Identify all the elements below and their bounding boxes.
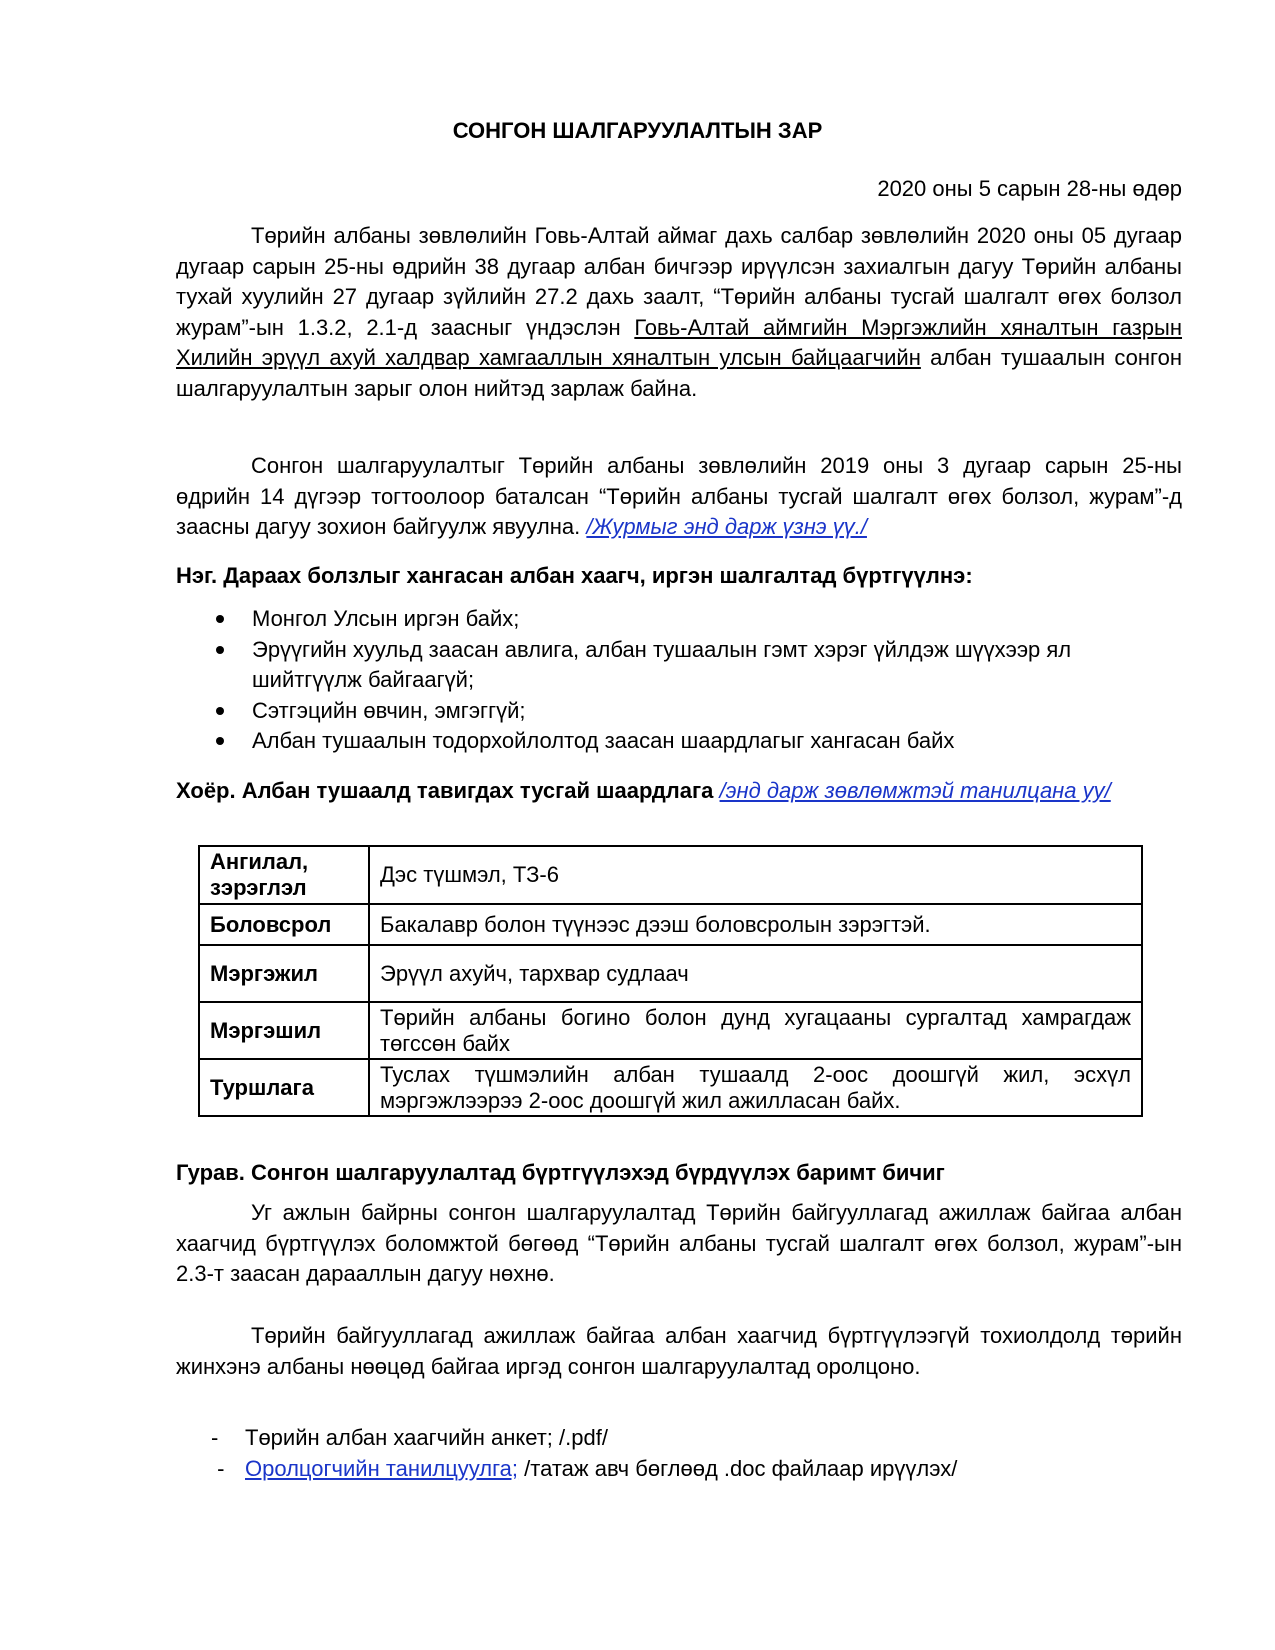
reserve-paragraph: Төрийн байгууллагад ажиллаж байгаа албан хаагчид бүртгүүлээгүй тохиолдолд төрийн жинхэнэ албаны нөөцөд байгаа иргэд сонгон шалгаруулалтад оролцоно. — [176, 1323, 1182, 1379]
download-note: /татаж авч бөглөөд .doc файлаар ирүүлэх/ — [518, 1455, 958, 1481]
procedure-paragraph — [176, 451, 1182, 543]
table-row — [199, 1002, 1142, 1059]
table-key: Боловсрол — [199, 904, 369, 945]
position-name: Говь-Алтай аймгийн Мэргэжлийн хяналтын газрын Хилийн эрүүл ахуй халдвар хамгааллын хяналтын улсын байцаагчийн — [176, 314, 1183, 370]
participant-intro-link[interactable]: Оролцогчийн танилцуулга; — [245, 1455, 519, 1481]
table-value: Туслах түшмэлийн албан тушаалд 2-оос доошгүй жил, эсхүл мэргэжлээрээ 2-оос доошгүй жил ажилласан байх. — [369, 1059, 1142, 1116]
table-row — [199, 945, 1142, 1002]
document-title: СОНГОН ШАЛГАРУУЛАЛТЫН ЗАР — [452, 118, 823, 143]
registration-paragraph: Уг ажлын байрны сонгон шалгаруулалтад Төрийн байгууллагад ажиллаж байгаа албан хаагчид бүртгүүлэх боломжтой бөгөөд “Төрийн албаны тусгай шалгалт өгөх болзол, журам”-ын 2.3-т заасан дарааллын дагуу нөхнө. — [176, 1200, 1182, 1286]
list-item — [211, 1454, 957, 1485]
table-value: Дэс түшмэл, ТЗ-6 — [369, 846, 1142, 904]
bullet-icon — [212, 604, 252, 635]
list-item: Сэтгэцийн өвчин, эмгэггүй; — [212, 696, 1182, 727]
dash-marker: - — [211, 1425, 219, 1450]
table-value: Эрүүл ахуйч, тархвар судлаач — [369, 945, 1142, 1002]
table-row — [199, 846, 1142, 904]
requirements-list — [212, 604, 1182, 757]
recommendation-link[interactable]: /энд дарж зөвлөмжтэй танилцана уу/ — [719, 778, 1111, 803]
intro-paragraph — [176, 221, 1182, 404]
section2-heading-text: Хоёр. Албан тушаалд тавигдах тусгай шаардлага — [176, 778, 720, 803]
table-value: Бакалавр болон түүнээс дээш боловсролын зэрэгтэй. — [369, 904, 1142, 945]
list-item: Албан тушаалын тодорхойлолтод заасан шаардлагыг хангасан байх — [212, 726, 1182, 757]
bullet-icon — [212, 696, 252, 727]
list-item: Монгол Улсын иргэн байх; — [212, 604, 1182, 635]
bullet-icon — [212, 635, 252, 696]
list-item-text — [245, 1454, 957, 1485]
requirements-table — [198, 845, 1143, 1117]
list-item — [211, 1423, 957, 1454]
dash-marker: - — [211, 1455, 225, 1481]
rules-link[interactable]: /Журмыг энд дарж үзнэ үү./ — [586, 514, 867, 539]
intro-text-before: Төрийн албаны зөвлөлийн Говь-Алтай аймаг дахь салбар зөвлөлийн 2020 оны 05 дугаар дугаар сарын 25-ны өдрийн 38 дугаар албан бичгээр ирүүлсэн захиалгын дагуу Төрийн албаны тухай хуулийн 27 дугаар зүйлийн 27.2 дахь заалт, “Төрийн албаны тусгай шалгалт өгөх болзол журам”-ын 1.3.2, 2.1-д заасныг үндэслэн — [176, 223, 1182, 340]
procedure-text: Сонгон шалгаруулалтыг Төрийн албаны зөвлөлийн 2019 оны 3 дугаар сарын 25-ны өдрийн 14 дүгээр тогтоолоор баталсан “Төрийн албаны тусгай шалгалт өгөх болзол, журам”-д заасны дагуу зохион байгуулж явуулна. — [176, 453, 1182, 539]
section3-heading: Гурав. Сонгон шалгаруулалтад бүртгүүлэхэд бүрдүүлэх баримт бичиг — [176, 1160, 945, 1185]
intro-text-after: албан тушаалын сонгон шалгаруулалтын зарыг олон нийтэд зарлаж байна. — [176, 345, 1182, 401]
table-key: Туршлага — [199, 1059, 369, 1116]
table-row — [199, 1059, 1142, 1116]
table-row — [199, 904, 1142, 945]
list-item-text: Төрийн албан хаагчийн анкет; /.pdf/ — [245, 1425, 608, 1450]
table-key: Мэргэжил — [199, 945, 369, 1002]
table-key: Ангилал, зэрэглэл — [199, 846, 369, 904]
document-date: 2020 оны 5 сарын 28-ны өдөр — [877, 176, 1182, 201]
list-item: Эрүүгийн хуульд заасан авлига, албан тушаалын гэмт хэрэг үйлдэж шүүхээр ял шийтгүүлж байгаагүй; — [212, 635, 1182, 696]
section2-heading — [176, 776, 1182, 806]
bullet-icon — [212, 726, 252, 757]
section1-heading: Нэг. Дараах болзлыг хангасан албан хаагч, иргэн шалгалтад бүртгүүлнэ: — [176, 563, 973, 588]
documents-list — [211, 1423, 957, 1484]
table-value: Төрийн албаны богино болон дунд хугацааны сургалтад хамрагдаж төгссөн байх — [369, 1002, 1142, 1059]
table-key: Мэргэшил — [199, 1002, 369, 1059]
